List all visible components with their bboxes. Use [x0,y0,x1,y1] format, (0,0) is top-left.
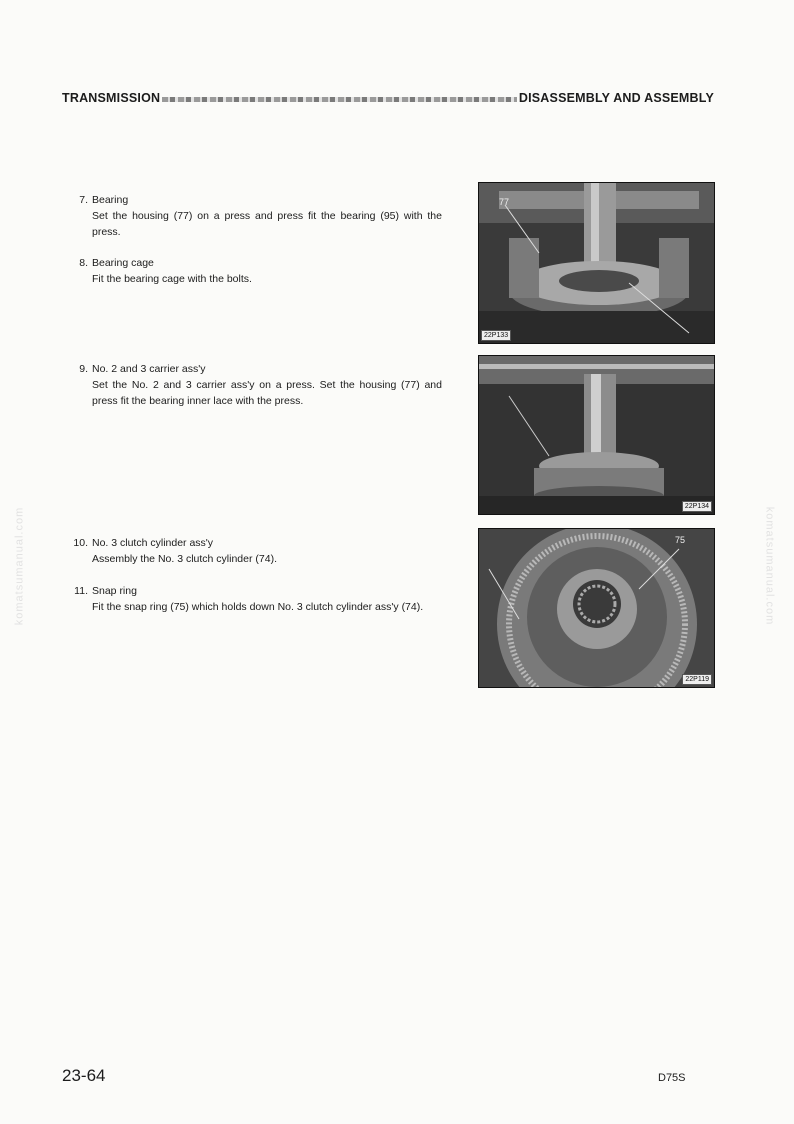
callout-label: 75 [675,535,686,545]
step-number: 11. [74,585,88,597]
header-chapter-title: DISASSEMBLY AND ASSEMBLY [518,91,714,105]
watermark-left: komatsumanual.com [13,506,26,626]
step-title: Bearing cage [92,257,154,269]
photo-code: 22P133 [481,330,511,341]
step-number: 10. [73,537,88,549]
page-header [62,90,714,106]
step-title: No. 3 clutch cylinder ass'y [92,537,214,549]
photo-code: 22P119 [682,674,712,685]
press-housing-image [479,183,714,343]
step-number: 7. [79,194,88,206]
clutch-cylinder-image [479,529,714,687]
model-number: D75S [658,1072,686,1084]
step-text: Assembly the No. 3 clutch cylinder (74). [92,553,277,565]
step-7 [62,192,442,240]
photo-code: 22P134 [682,501,712,512]
header-section-title: TRANSMISSION [62,91,161,105]
step-title: Snap ring [92,585,137,597]
page-number: 23-64 [62,1066,106,1085]
step-number: 9. [79,363,88,375]
step-10 [62,535,442,567]
step-text: Fit the snap ring (75) which holds down No. 3 clutch cylinder ass'y (74). [92,601,424,613]
step-text: Set the No. 2 and 3 carrier ass'y on a press. Set the housing (77) and press fit the bearing inner lace with the press. [92,379,442,407]
watermark-right: komatsumanual.com [763,506,776,626]
callout-label: 77 [499,197,510,207]
step-8 [62,255,442,287]
step-title: No. 2 and 3 carrier ass'y [92,363,206,375]
step-text: Set the housing (77) on a press and press fit the bearing (95) with the press. [92,210,442,238]
photo-clutch-cylinder [478,528,715,688]
photo-bearing-press [478,182,715,344]
step-number: 8. [79,257,88,269]
step-title: Bearing [92,194,129,206]
header-rule [162,97,517,102]
photo-carrier-press [478,355,715,515]
step-text: Fit the bearing cage with the bolts. [92,273,252,285]
step-9 [62,361,442,409]
press-carrier-image [479,356,714,514]
step-11 [62,583,442,615]
